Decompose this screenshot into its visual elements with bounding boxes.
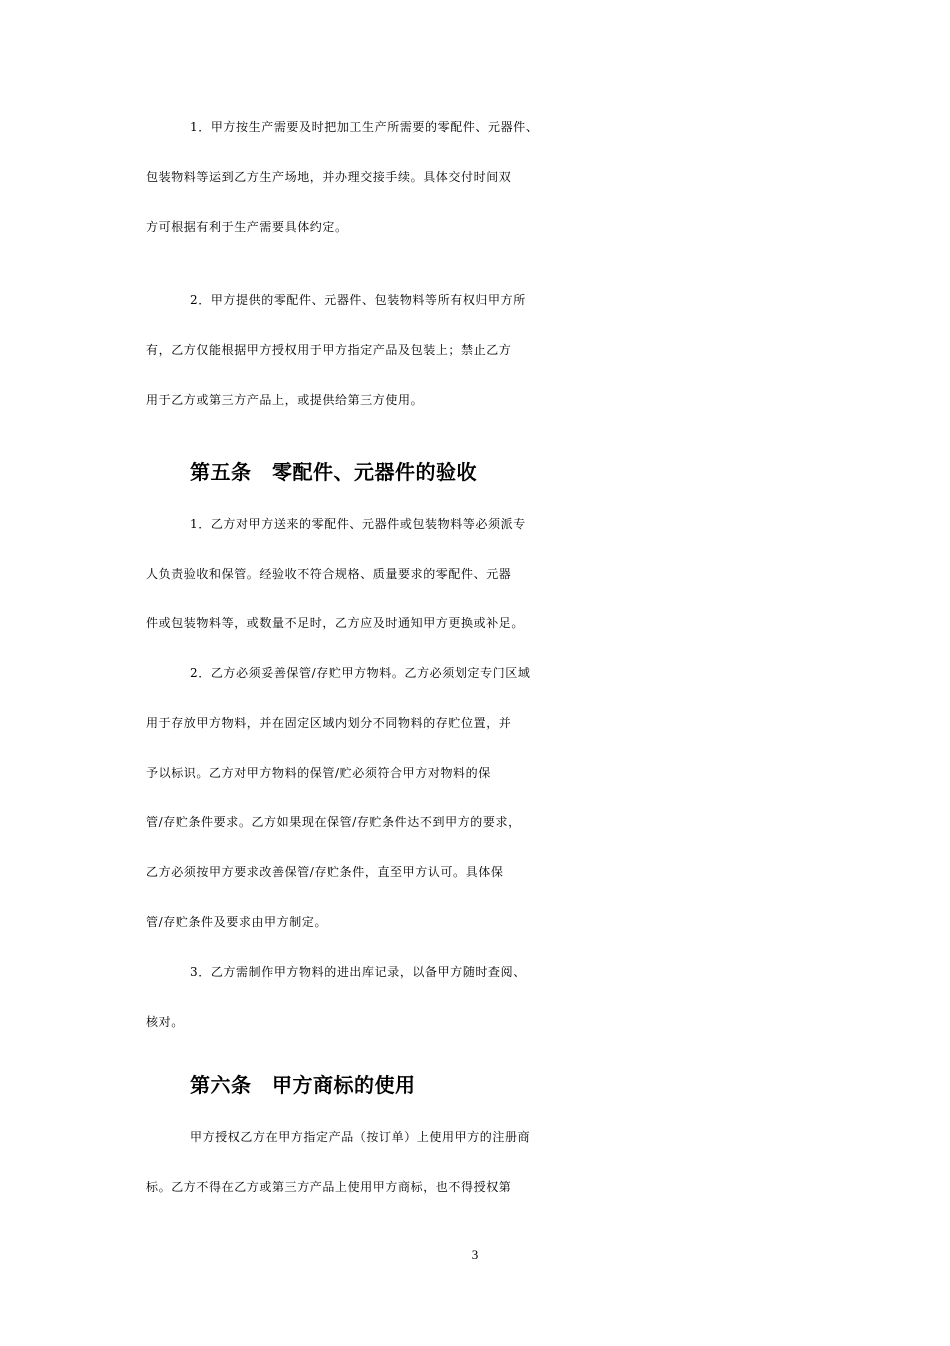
paragraph-line: 有，乙方仅能根据甲方授权用于甲方指定产品及包装上；禁止乙方: [146, 343, 512, 357]
paragraph-line: 件或包装物料等，或数量不足时，乙方应及时通知甲方更换或补足。: [146, 616, 525, 630]
paragraph-line: 1．乙方对甲方送来的零配件、元器件或包装物料等必须派专: [190, 517, 526, 531]
paragraph-line: 人负责验收和保管。经验收不符合规格、质量要求的零配件、元器: [146, 567, 512, 581]
paragraph-line: 用于存放甲方物料，并在固定区域内划分不同物料的存贮位置，并: [146, 716, 512, 730]
page-number: 3: [471, 1247, 479, 1262]
paragraph-line: 用于乙方或第三方产品上，或提供给第三方使用。: [146, 393, 424, 407]
paragraph-line: 乙方必须按甲方要求改善保管/存贮条件，直至甲方认可。具体保: [146, 865, 504, 879]
paragraph-line: 标。乙方不得在乙方或第三方产品上使用甲方商标，也不得授权第: [146, 1180, 512, 1194]
paragraph-line: 予以标识。乙方对甲方物料的保管/贮必须符合甲方对物料的保: [146, 766, 491, 780]
paragraph-line: 甲方授权乙方在甲方指定产品（按订单）上使用甲方的注册商: [190, 1130, 531, 1144]
paragraph-line: 包装物料等运到乙方生产场地，并办理交接手续。具体交付时间双: [146, 170, 512, 184]
paragraph-line: 2．甲方提供的零配件、元器件、包装物料等所有权归甲方所: [190, 293, 526, 307]
paragraph-line: 3．乙方需制作甲方物料的进出库记录，以备甲方随时查阅、: [190, 965, 526, 979]
article-heading: 第五条 零配件、元器件的验收: [190, 460, 477, 484]
paragraph-line: 管/存贮条件要求。乙方如果现在保管/存贮条件达不到甲方的要求，: [146, 815, 521, 829]
paragraph-line: 2．乙方必须妥善保管/存贮甲方物料。乙方必须划定专门区域: [190, 666, 531, 680]
paragraph-line: 管/存贮条件及要求由甲方制定。: [146, 915, 328, 929]
article-heading: 第六条 甲方商标的使用: [190, 1073, 416, 1097]
paragraph-line: 1．甲方按生产需要及时把加工生产所需要的零配件、元器件、: [190, 120, 539, 134]
paragraph-line: 方可根据有利于生产需要具体约定。: [146, 220, 348, 234]
paragraph-line: 核对。: [146, 1015, 184, 1029]
